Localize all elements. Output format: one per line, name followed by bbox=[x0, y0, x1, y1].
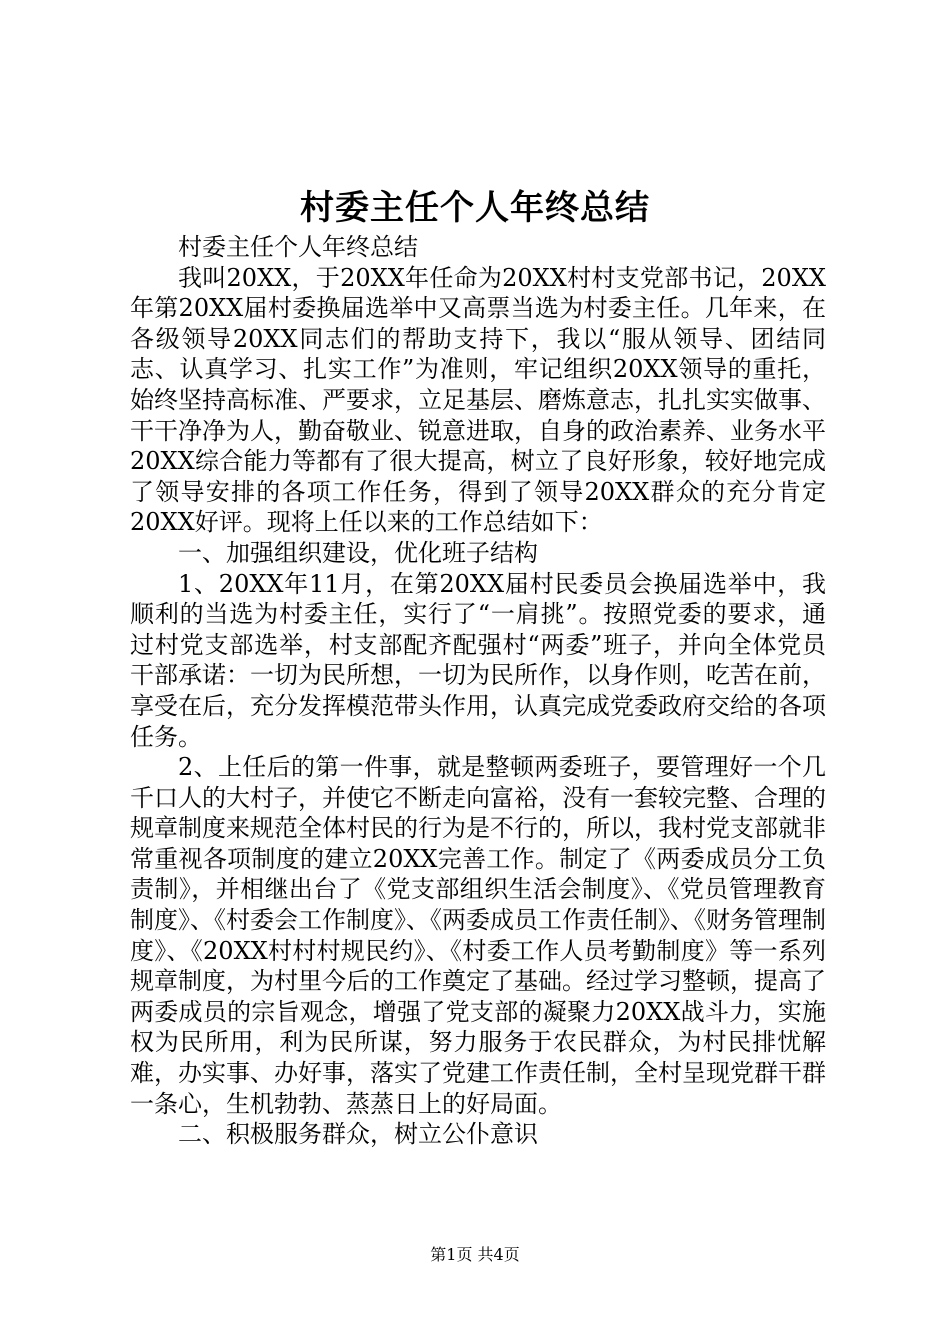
paragraph-intro: 我叫20XX，于20XX年任命为20XX村村支党部书记，20XX年第20XX届村委换届选举中又高票当选为村委主任。几年来，在各级领导20XX同志们的帮助支持下，我以“服从领导、团结同志、认真学习、扎实工作”为准则，牢记组织20XX领导的重托，始终坚持高标准、严要求，立足基层、磨炼意志，扎扎实实做事、干干净净为人，勤奋敬业、锐意进取，自身的政治素养、业务水平20XX综合能力等都有了很大提高，树立了良好形象，较好地完成了领导安排的各项工作任务，得到了领导20XX群众的充分肯定20XX好评。现将上任以来的工作总结如下： bbox=[130, 263, 826, 537]
section-heading-1: 一、加强组织建设，优化班子结构 bbox=[178, 538, 538, 567]
document-title: 村委主任个人年终总结 bbox=[300, 188, 650, 228]
paragraph-item-2: 2、上任后的第一件事，就是整顿两委班子，要管理好一个几千口人的大村子，并使它不断走向富裕，没有一套较完整、合理的规章制度来规范全体村民的行为是不行的，所以，我村党支部就非常重视各项制度的建立20XX完善工作。制定了《两委成员分工负责制》，并相继出台了《党支部组织生活会制度》、《党员管理教育制度》、《村委会工作制度》、《两委成员工作责任制》、《财务管理制度》、《20XX村村村规民约》、《村委工作人员考勤制度》等一系列规章制度，为村里今后的工作奠定了基础。经过学习整顿，提高了两委成员的宗旨观念，增强了党支部的凝聚力20XX战斗力，实施权为民所用，利为民所谋，努力服务于农民群众，为村民排忧解难，办实事、办好事，落实了党建工作责任制，全村呈现党群干群一条心，生机勃勃、蒸蒸日上的好局面。 bbox=[130, 753, 826, 1118]
paragraph-subtitle: 村委主任个人年终总结 bbox=[178, 233, 418, 261]
document-body bbox=[130, 232, 826, 1150]
page-footer: 第1页 共4页 bbox=[430, 1245, 520, 1264]
section-heading-2: 二、积极服务群众，树立公仆意识 bbox=[178, 1120, 538, 1149]
paragraph-item-1: 1、20XX年11月，在第20XX届村民委员会换届选举中，我顺利的当选为村委主任，实行了“一肩挑”。按照党委的要求，通过村党支部选举，村支部配齐配强村“两委”班子，并向全体党员干部承诺：一切为民所想，一切为民所作，以身作则，吃苦在前，享受在后，充分发挥模范带头作用，认真完成党委政府交给的各项任务。 bbox=[130, 569, 826, 751]
